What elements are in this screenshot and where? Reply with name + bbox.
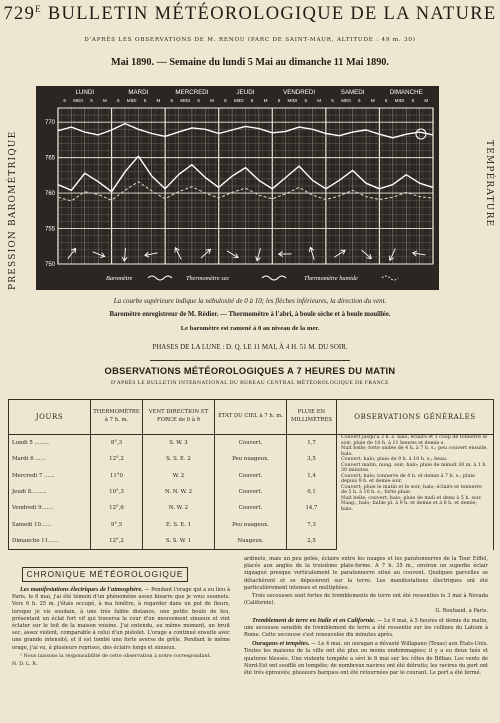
section-text: — Le 6 mai, à 5 heures et demie du matin, une secousse sensible de tremblement de terre a été ressentie sur les collines du Latium à Rome. Cette secousse s'est renouvelée dix minutes après. — [244, 617, 489, 639]
hour-label: MIDI — [73, 98, 83, 103]
day-label: VENDREDI — [283, 89, 316, 96]
day-cell: Lundi 5 ......... — [9, 435, 91, 452]
legend-label: Baromètre — [106, 275, 133, 282]
day-cell: Samedi 10...... — [9, 516, 91, 532]
day-label: SAMEDI — [340, 89, 365, 96]
day-cell: Jeudi 8......... — [9, 484, 91, 500]
sky-cell: Peu nuageux. — [215, 451, 287, 467]
section-text: — Pendant l'orage qui a eu lieu à Paris, le 6 mai, j'ai été témoin d'un phénomène assez bizarre que je vous soumets. Vers 6 h. 25 m. j'étais occupé, à ma fenêtre, à regarder dans un pot de fleurs, lorsque je vis soudain, à une très faible distance, une petite boule de feu, présentant un éclat fort vif qui traversa la cour d'un mouvement sinueux et vint éclater sur le toit de la maison voisine. J'ai entendu, au même moment, un bruit sec, assez violent, comparable à celui d'un pistolet. L'orage a continué ensuite avec une grande intensité, et il est tombé une forte averse de grêle. Pendant le même orage, j'ai vu, à plusieurs reprises, des éclairs longs et sinueux. — [12, 587, 231, 651]
sky-cell: Nuageux. — [215, 533, 287, 550]
wind-cell: E. S. E. 1 — [143, 516, 215, 532]
divider — [150, 360, 350, 361]
pressure-axis-label: PRESSION BAROMÉTRIQUE — [8, 130, 18, 290]
hour-label: 6 — [411, 98, 415, 103]
hour-label: MIDI — [126, 98, 137, 103]
issue-number-sup: E — [35, 4, 42, 14]
hour-label: M — [424, 98, 429, 103]
section-title: Tremblement de terre en Italie et en Californie. — [252, 616, 376, 624]
day-cell: Mercredi 7 ...... — [9, 468, 91, 484]
hour-label: 6 — [116, 98, 120, 103]
bulletin-subtitle: D'APRÈS LES OBSERVATIONS DE M. RENOU (PARC DE SAINT-MAUR, ALTITUDE : 49 m. 30) — [84, 37, 416, 43]
hour-label: 6 — [384, 98, 388, 103]
sky-cell: Couvert. — [215, 435, 287, 452]
observations-subtitle: D'APRÈS LE BULLETIN INTERNATIONAL DU BUREAU CENTRAL MÉTÉOROLOGIQUE DE FRANCE — [110, 380, 389, 386]
chronique-title: CHRONIQUE MÉTÉOROLOGIQUE — [22, 567, 188, 582]
week-period: Mai 1890. — Semaine du lundi 5 Mai au dimanche 11 Mai 1890. — [111, 57, 389, 68]
wind-cell: W. 2 — [143, 468, 215, 484]
rain-cell: 2,5 — [287, 533, 337, 550]
sky-cell: Peu nuageux. — [215, 516, 287, 532]
hour-label: M — [263, 98, 268, 103]
thermo-cell: 9°,5 — [91, 516, 143, 532]
header-thermometre: THERMOMÈTRE à 7 h. m. — [91, 400, 143, 435]
y-tick-label: 755 — [44, 226, 55, 233]
hour-label: 6 — [304, 98, 308, 103]
day-label: MARDI — [128, 89, 149, 96]
day-label: MERCREDI — [175, 89, 209, 96]
hour-label: 6 — [224, 98, 227, 103]
day-cell: Vendredi 9....... — [9, 500, 91, 516]
wind-cell: N. W. 2 — [143, 500, 215, 516]
temperature-axis-label: TEMPÉRATURE — [484, 140, 494, 228]
section-title: Les manifestations électriques de l'atmosphère. — [20, 586, 143, 593]
hour-label: 6 — [170, 98, 174, 103]
wind-cell: S. S. E. 2 — [143, 451, 215, 467]
legend-label: Thermomètre sec — [186, 275, 230, 282]
thermo-cell: 12°,2 — [91, 451, 143, 467]
general-line: Couvert; halo; tonnerre de 4 h. et demie à 7 h. s.; pluie depuis 9 h. et demie soir. — [341, 473, 475, 485]
chart-caption-1: La courbe supérieure indique la nébulosité de 0 à 10; les flèches inférieures, la direction du vent. — [113, 297, 387, 305]
y-tick-label: 760 — [44, 191, 55, 198]
header-observations: OBSERVATIONS GÉNÉRALES — [337, 400, 494, 435]
hour-label: 6 — [143, 98, 147, 103]
rain-cell: 14,7 — [287, 500, 337, 516]
header-pluie: PLUIE EN MILLIMÈTRES — [287, 400, 337, 435]
header-vent: VENT DIRECTION ET FORCE de 0 à 9 — [143, 400, 215, 435]
day-cell: Dimanche 11...... — [9, 533, 91, 550]
sky-cell: Couvert. — [215, 484, 287, 500]
thermo-cell: 8°,3 — [91, 435, 143, 452]
hour-label: 6 — [197, 98, 200, 103]
day-label: DIMANCHE — [389, 89, 423, 96]
wind-cell: N. N. W. 2 — [143, 484, 215, 500]
section-text: — Le 4 mai, un ouragan a dévasté Willapano (Texas) aux États-Unis. Toutes les maisons de la ville ont été plus ou moins endommagées; il y a eu deux tués et quatorze blessés. Une violente tempête a sévi le 8 mai sur les côtes de Bilbao. Les vents de Nord-Est ont soufflé en tempête; de nombreux navires ont été détruits; les ravires du port ont été très éprouvés; plusieurs barques ont été retournées par le courant. Le port a été fermé. — [244, 641, 489, 677]
wind-cell: S. S. W. 1 — [143, 533, 215, 550]
weather-chart — [36, 86, 439, 290]
footnote-initials: N. D. L. R. — [12, 661, 38, 668]
hour-label: 6 — [63, 98, 66, 103]
column-text: ardinets, mais un peu gelée, éclaire entre les nuages et les paratonnerres de la Tour Eiffel, placés aux angles de la troisième plate-forme. A 7 h. 35 m., environ un superbe éclair zigzagué presque verticalement le paratonnerre situé au couvent. Quelques parcelles se détachèrent et se déposèrent sur la terre. Les manifestations électriques ont été particulièrement intenses et multipliées. — [244, 556, 488, 591]
hour-label: M — [210, 98, 214, 103]
hour-label: MIDI — [341, 98, 351, 103]
chart-caption-2: Baromètre enregistreur de M. Rédier. — Thermomètre à l'abri, à boule sèche et à boule mouillée. — [109, 311, 391, 318]
hour-label: MIDI — [287, 98, 298, 103]
chart-caption-3: Le baromètre est ramené à 0 au niveau de la mer. — [180, 325, 320, 332]
wind-cell: S. W. 3 — [143, 435, 215, 452]
rain-cell: 1,7 — [287, 435, 337, 452]
bulletin-title — [0, 4, 500, 25]
hour-label: 6 — [331, 98, 334, 103]
y-tick-label: 765 — [44, 155, 55, 162]
general-line: Couvert; pluie le matin et le soir; halo; éclairs et tonnerre de 5 h. à 10 h. s.; forte pluie. — [341, 484, 482, 496]
hour-label: M — [102, 98, 107, 103]
general-line: Couvert; halo; pluie de 9 h. à 10 h. s.; beau. — [341, 457, 448, 463]
moon-phases: PHASES DE LA LUNE : D. Q. LE 11 MAI, À 4 H. 51 M. DU SOIR. — [152, 343, 348, 351]
hour-label: MIDI — [394, 98, 405, 103]
general-observations — [337, 435, 494, 550]
rain-cell: 3,5 — [287, 451, 337, 467]
hour-label: M — [156, 98, 161, 103]
general-line: Couvert jusqu'à 3 h. s. halo; éclairs et 1 coup de tonnerre le soir; pluie de 10 h. à 11 heures et demie s. — [341, 435, 488, 446]
hour-label: MIDI — [233, 98, 244, 103]
signature: G. Rouhaud, à Paris. — [435, 608, 488, 615]
chronique-column-2 — [244, 556, 488, 678]
observations-table — [8, 399, 494, 550]
y-tick-label: 770 — [44, 120, 55, 127]
day-label: LUNDI — [75, 89, 95, 96]
general-line: Nuit belle; forte ondée de 4 h. à 7 h. s.; peu couvert ensuite, halo. — [341, 446, 488, 457]
legend-label: Thermomètre humide — [304, 275, 358, 282]
general-line: Nuag.; halo; faible pl. à 9 h. et demie et à 6 h. et demie; halo. — [341, 501, 478, 512]
footnote: ¹ Nous laissons la responsabilité de cette observation à notre correspondant. — [20, 652, 212, 659]
rain-cell: 0,1 — [287, 484, 337, 500]
issue-number: 729 — [3, 4, 36, 25]
hour-label: MIDI — [180, 98, 191, 103]
section-title: Ouragans et tempêtes. — [252, 640, 310, 648]
general-line: Nuit belle; couvert; halo; pluie de midi et demi à 5 h. soir. — [341, 495, 482, 501]
general-line: Couvert matin, nuag. soir; halo; pluie de minuit 30 m. à 1 h. 30 minutes. — [341, 462, 488, 474]
sky-cell: Couvert. — [215, 500, 287, 516]
hour-label: M — [317, 98, 322, 103]
y-tick-label: 750 — [44, 262, 55, 268]
sky-cell: Couvert. — [215, 468, 287, 484]
chronique-column-1 — [12, 586, 230, 669]
bulletin-title-text: BULLETIN MÉTÉOROLOGIQUE DE LA NATURE — [47, 4, 497, 25]
header-jours: JOURS — [9, 400, 91, 435]
hour-label: 6 — [250, 98, 254, 103]
hour-label: 6 — [277, 98, 281, 103]
thermo-cell: 12°,2 — [91, 533, 143, 550]
day-cell: Mardi 6 ...... — [9, 451, 91, 467]
rain-cell: 7,3 — [287, 516, 337, 532]
day-label: JEUDI — [236, 89, 255, 96]
header-etat-ciel: ÉTAT DU CIEL à 7 h. m. — [215, 400, 287, 435]
thermo-cell: 12°,6 — [91, 500, 143, 516]
rain-cell: 1,4 — [287, 468, 337, 484]
hour-label: 6 — [358, 98, 361, 103]
table-row — [9, 435, 494, 452]
hour-label: 6 — [90, 98, 93, 103]
observations-title: OBSERVATIONS MÉTÉOROLOGIQUES A 7 HEURES DU MATIN — [104, 366, 396, 376]
thermo-cell: 11°0 — [91, 468, 143, 484]
hour-label: M — [370, 98, 375, 103]
column-text: Trois secousses sont fortes de tremblements de terre ont été ressenties le 3 mai à Nevada (Californie). — [244, 593, 488, 607]
thermo-cell: 10°,3 — [91, 484, 143, 500]
